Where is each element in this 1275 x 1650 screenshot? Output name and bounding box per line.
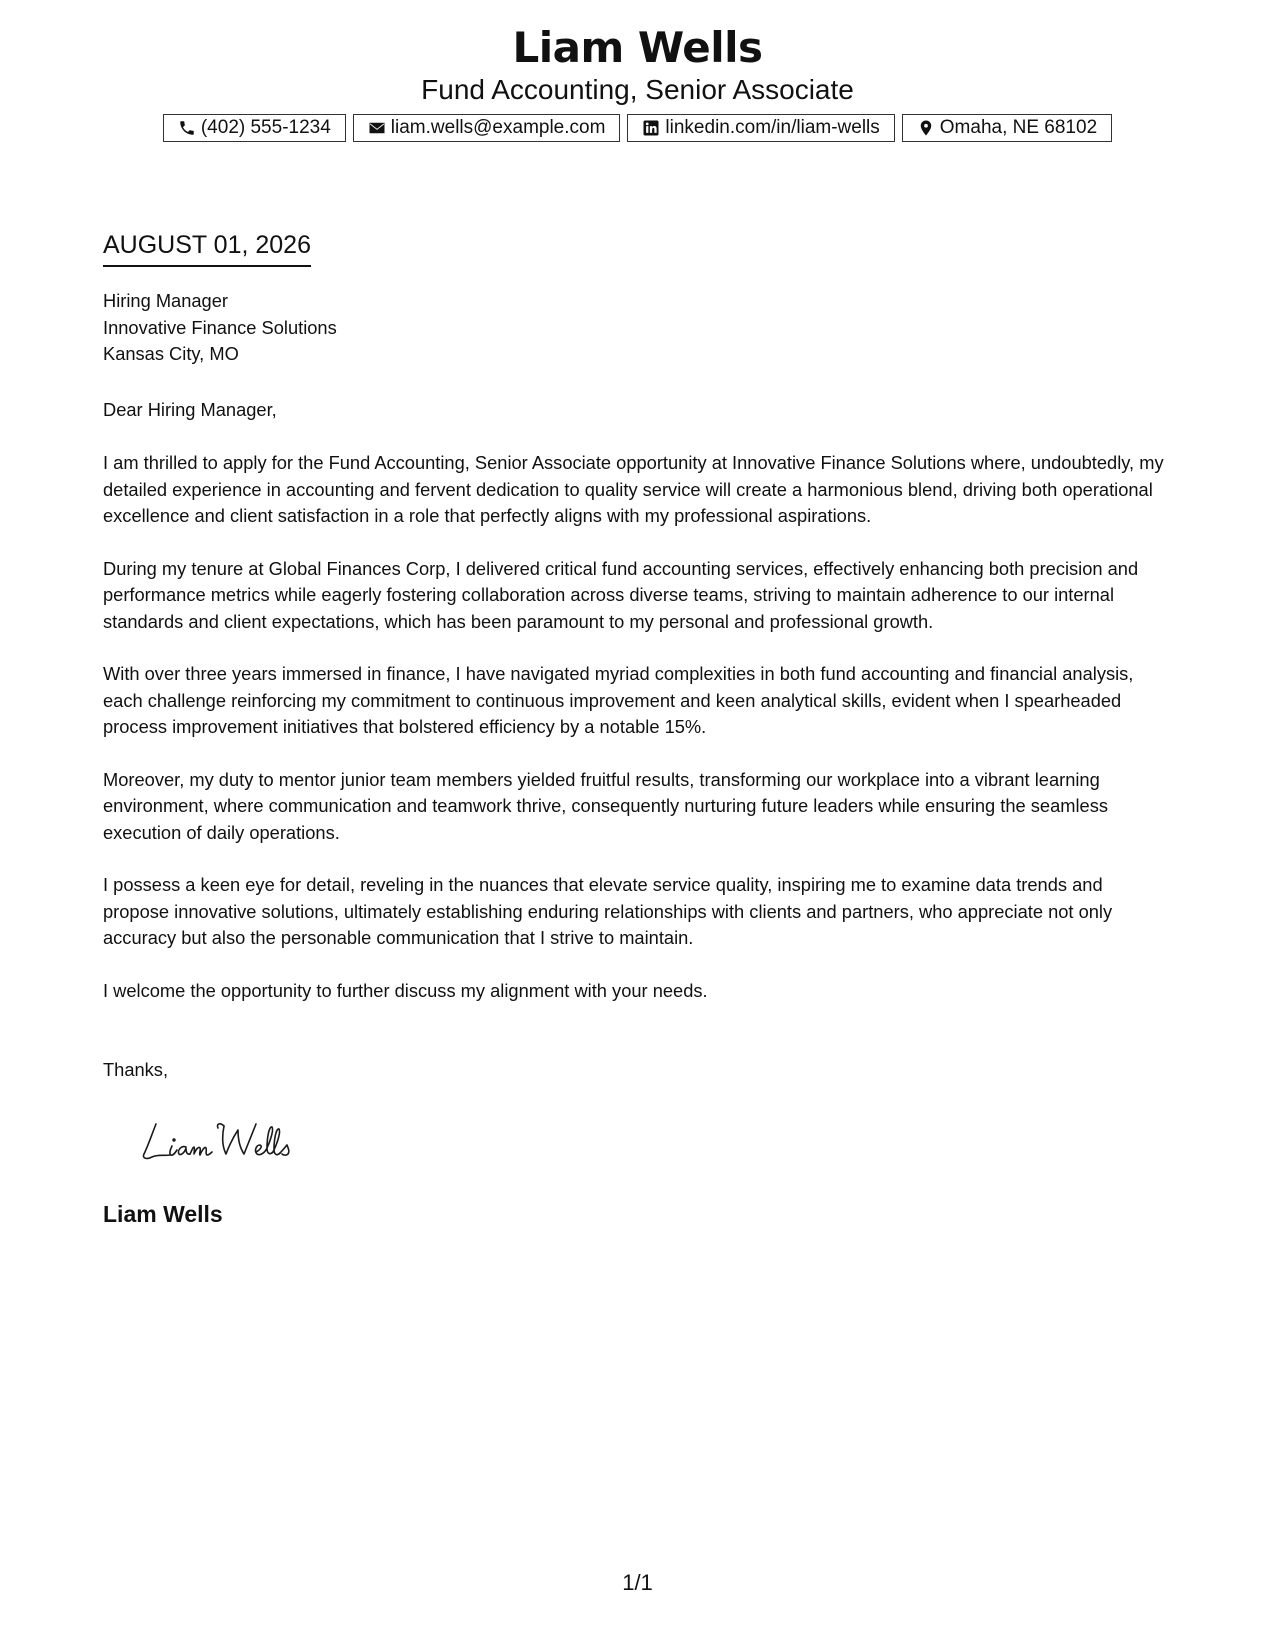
letter-header xyxy=(0,22,1275,106)
letter-date: AUGUST 01, 2026 xyxy=(103,230,311,267)
envelope-icon xyxy=(368,119,386,137)
closing: Thanks, xyxy=(103,1059,169,1080)
phone-text: (402) 555-1234 xyxy=(200,117,331,138)
body-paragraph: Moreover, my duty to mentor junior team members yielded fruitful results, transforming our workplace into a vibrant learning environment, where communication and teamwork thrive, consequently nurturing future leaders while ensuring the seamless execution of daily operations. xyxy=(103,768,1108,843)
contact-phone xyxy=(163,114,346,142)
handwritten-signature xyxy=(138,1112,328,1172)
body-paragraph: I am thrilled to apply for the Fund Accounting, Senior Associate opportunity at Innovative Finance Solutions where, undoubtedly, my detailed experience in accounting and fervent dedication to quality service will create a harmonious blend, driving both operational excellence and client satisfaction in a role that perfectly aligns with my professional aspirations. xyxy=(103,452,1164,526)
email-text[interactable]: liam.wells@example.com xyxy=(390,117,606,138)
phone-icon xyxy=(178,119,196,137)
contact-location xyxy=(902,114,1112,142)
location-text: Omaha, NE 68102 xyxy=(939,117,1098,138)
letter-body xyxy=(103,450,1173,1030)
recipient-line: Kansas City, MO xyxy=(103,343,239,364)
map-marker-icon xyxy=(917,119,935,137)
recipient-line: Hiring Manager xyxy=(103,290,228,311)
recipient-line: Innovative Finance Solutions xyxy=(103,316,337,338)
job-title: Fund Accounting, Senior Associate xyxy=(421,74,854,105)
applicant-name: Liam Wells xyxy=(512,23,763,72)
body-paragraph: During my tenure at Global Finances Corp, I delivered critical fund accounting services, effectively enhancing both precision and performance metrics while eagerly fostering collaboration across diverse teams, striving to maintain adherence to our internal standards and client expectations, which has been paramount to my personal and professional growth. xyxy=(103,557,1139,632)
signer-name: Liam Wells xyxy=(103,1201,223,1227)
body-paragraph: I welcome the opportunity to further discuss my alignment with your needs. xyxy=(103,979,708,1001)
body-paragraph: I possess a keen eye for detail, reveling in the nuances that elevate service quality, inspiring me to examine data trends and propose innovative solutions, ultimately establishing enduring relationships with clients and partners, who appreciate not only accuracy but also the personable communication that I strive to maintain. xyxy=(103,874,1113,948)
salutation: Dear Hiring Manager, xyxy=(103,399,277,420)
body-paragraph: With over three years immersed in finance, I have navigated myriad complexities in both fund accounting and financial analysis, each challenge reinforcing my commitment to continuous improvement and keen analytical skills, evident when I spearheaded process improvement initiatives that bolstered efficiency by a notable 15%. xyxy=(103,663,1134,737)
linkedin-icon xyxy=(642,119,660,137)
contact-linkedin[interactable] xyxy=(627,114,894,142)
page-number: 1/1 xyxy=(622,1570,653,1595)
linkedin-text[interactable]: linkedin.com/in/liam-wells xyxy=(665,117,880,138)
contact-email[interactable] xyxy=(353,114,621,142)
contact-bar xyxy=(0,114,1275,142)
recipient-block xyxy=(103,288,1173,368)
